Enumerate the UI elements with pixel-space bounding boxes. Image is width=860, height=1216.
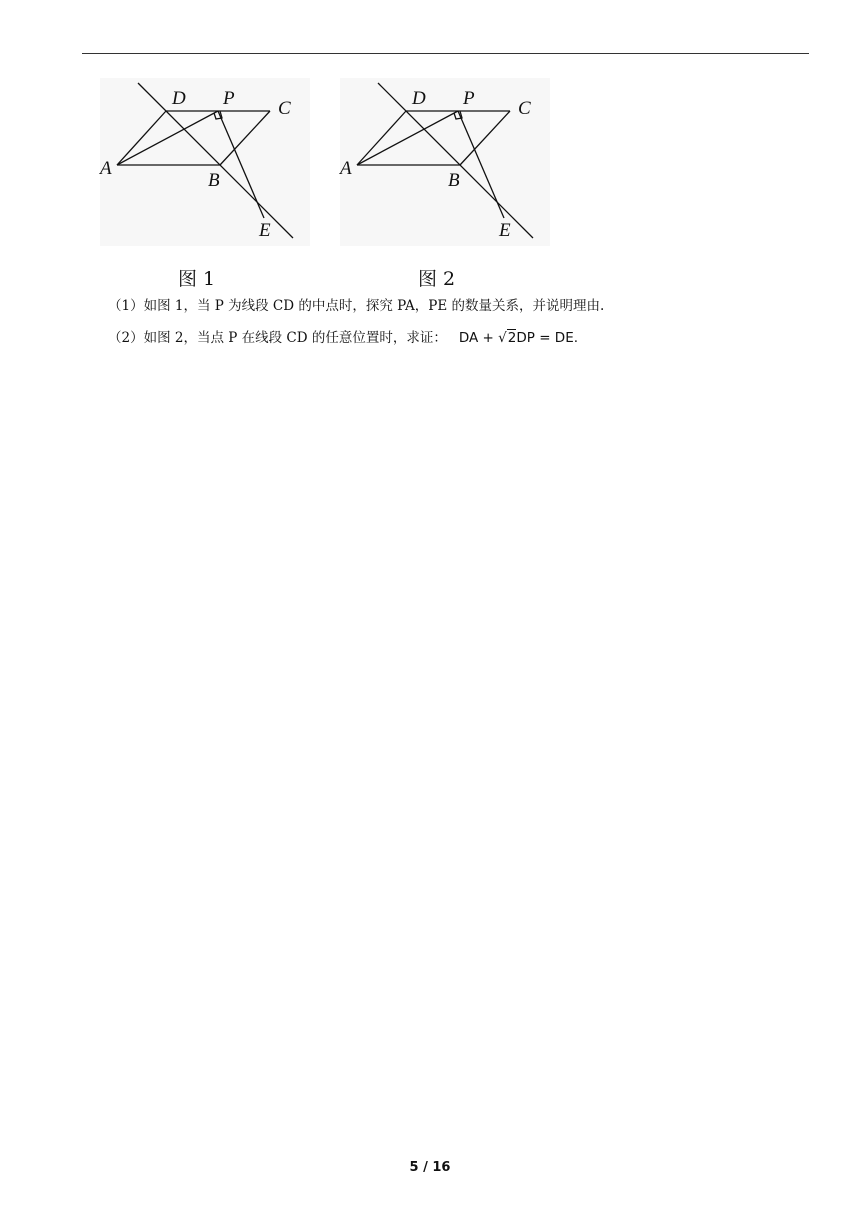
figure-2 <box>340 78 550 246</box>
label-a: A <box>340 158 352 179</box>
figure-2-diagram <box>340 78 550 246</box>
proof-formula <box>459 330 578 346</box>
question-1: （1）如图 1，当 P 为线段 CD 的中点时，探究 PA，PE 的数量关系，并说明理由. <box>108 298 605 314</box>
formula-after: DP = DE. <box>516 330 579 346</box>
edge-cb <box>220 111 270 165</box>
segment-ap <box>117 111 218 165</box>
figure-1 <box>100 78 310 246</box>
segment-pe <box>218 111 264 218</box>
sqrt-symbol: √ <box>498 330 507 346</box>
figure-1-diagram <box>100 78 310 246</box>
segment-ap <box>357 111 458 165</box>
line-diagonal-de <box>138 83 293 238</box>
label-b: B <box>208 170 220 191</box>
label-b: B <box>448 170 460 191</box>
label-p: P <box>463 88 475 109</box>
header-rule <box>82 53 809 54</box>
figure-2-caption: 图 2 <box>418 268 456 290</box>
label-a: A <box>100 158 112 179</box>
segment-pe <box>458 111 504 218</box>
figure-1-caption: 图 1 <box>178 268 216 290</box>
label-e: E <box>259 220 271 241</box>
question-2-text: （2）如图 2，当点 P 在线段 CD 的任意位置时，求证： <box>108 330 447 346</box>
label-d: D <box>412 88 426 109</box>
formula-before: DA + <box>458 330 499 346</box>
line-diagonal-de <box>378 83 533 238</box>
edge-ad <box>117 111 166 165</box>
label-c: C <box>278 98 291 119</box>
label-e: E <box>499 220 511 241</box>
edge-cb <box>460 111 510 165</box>
edge-ad <box>357 111 406 165</box>
label-d: D <box>172 88 186 109</box>
label-p: P <box>223 88 235 109</box>
page-number: 5 / 16 <box>409 1160 451 1175</box>
question-2 <box>108 326 578 346</box>
label-c: C <box>518 98 531 119</box>
sqrt-radicand: 2 <box>507 330 517 346</box>
